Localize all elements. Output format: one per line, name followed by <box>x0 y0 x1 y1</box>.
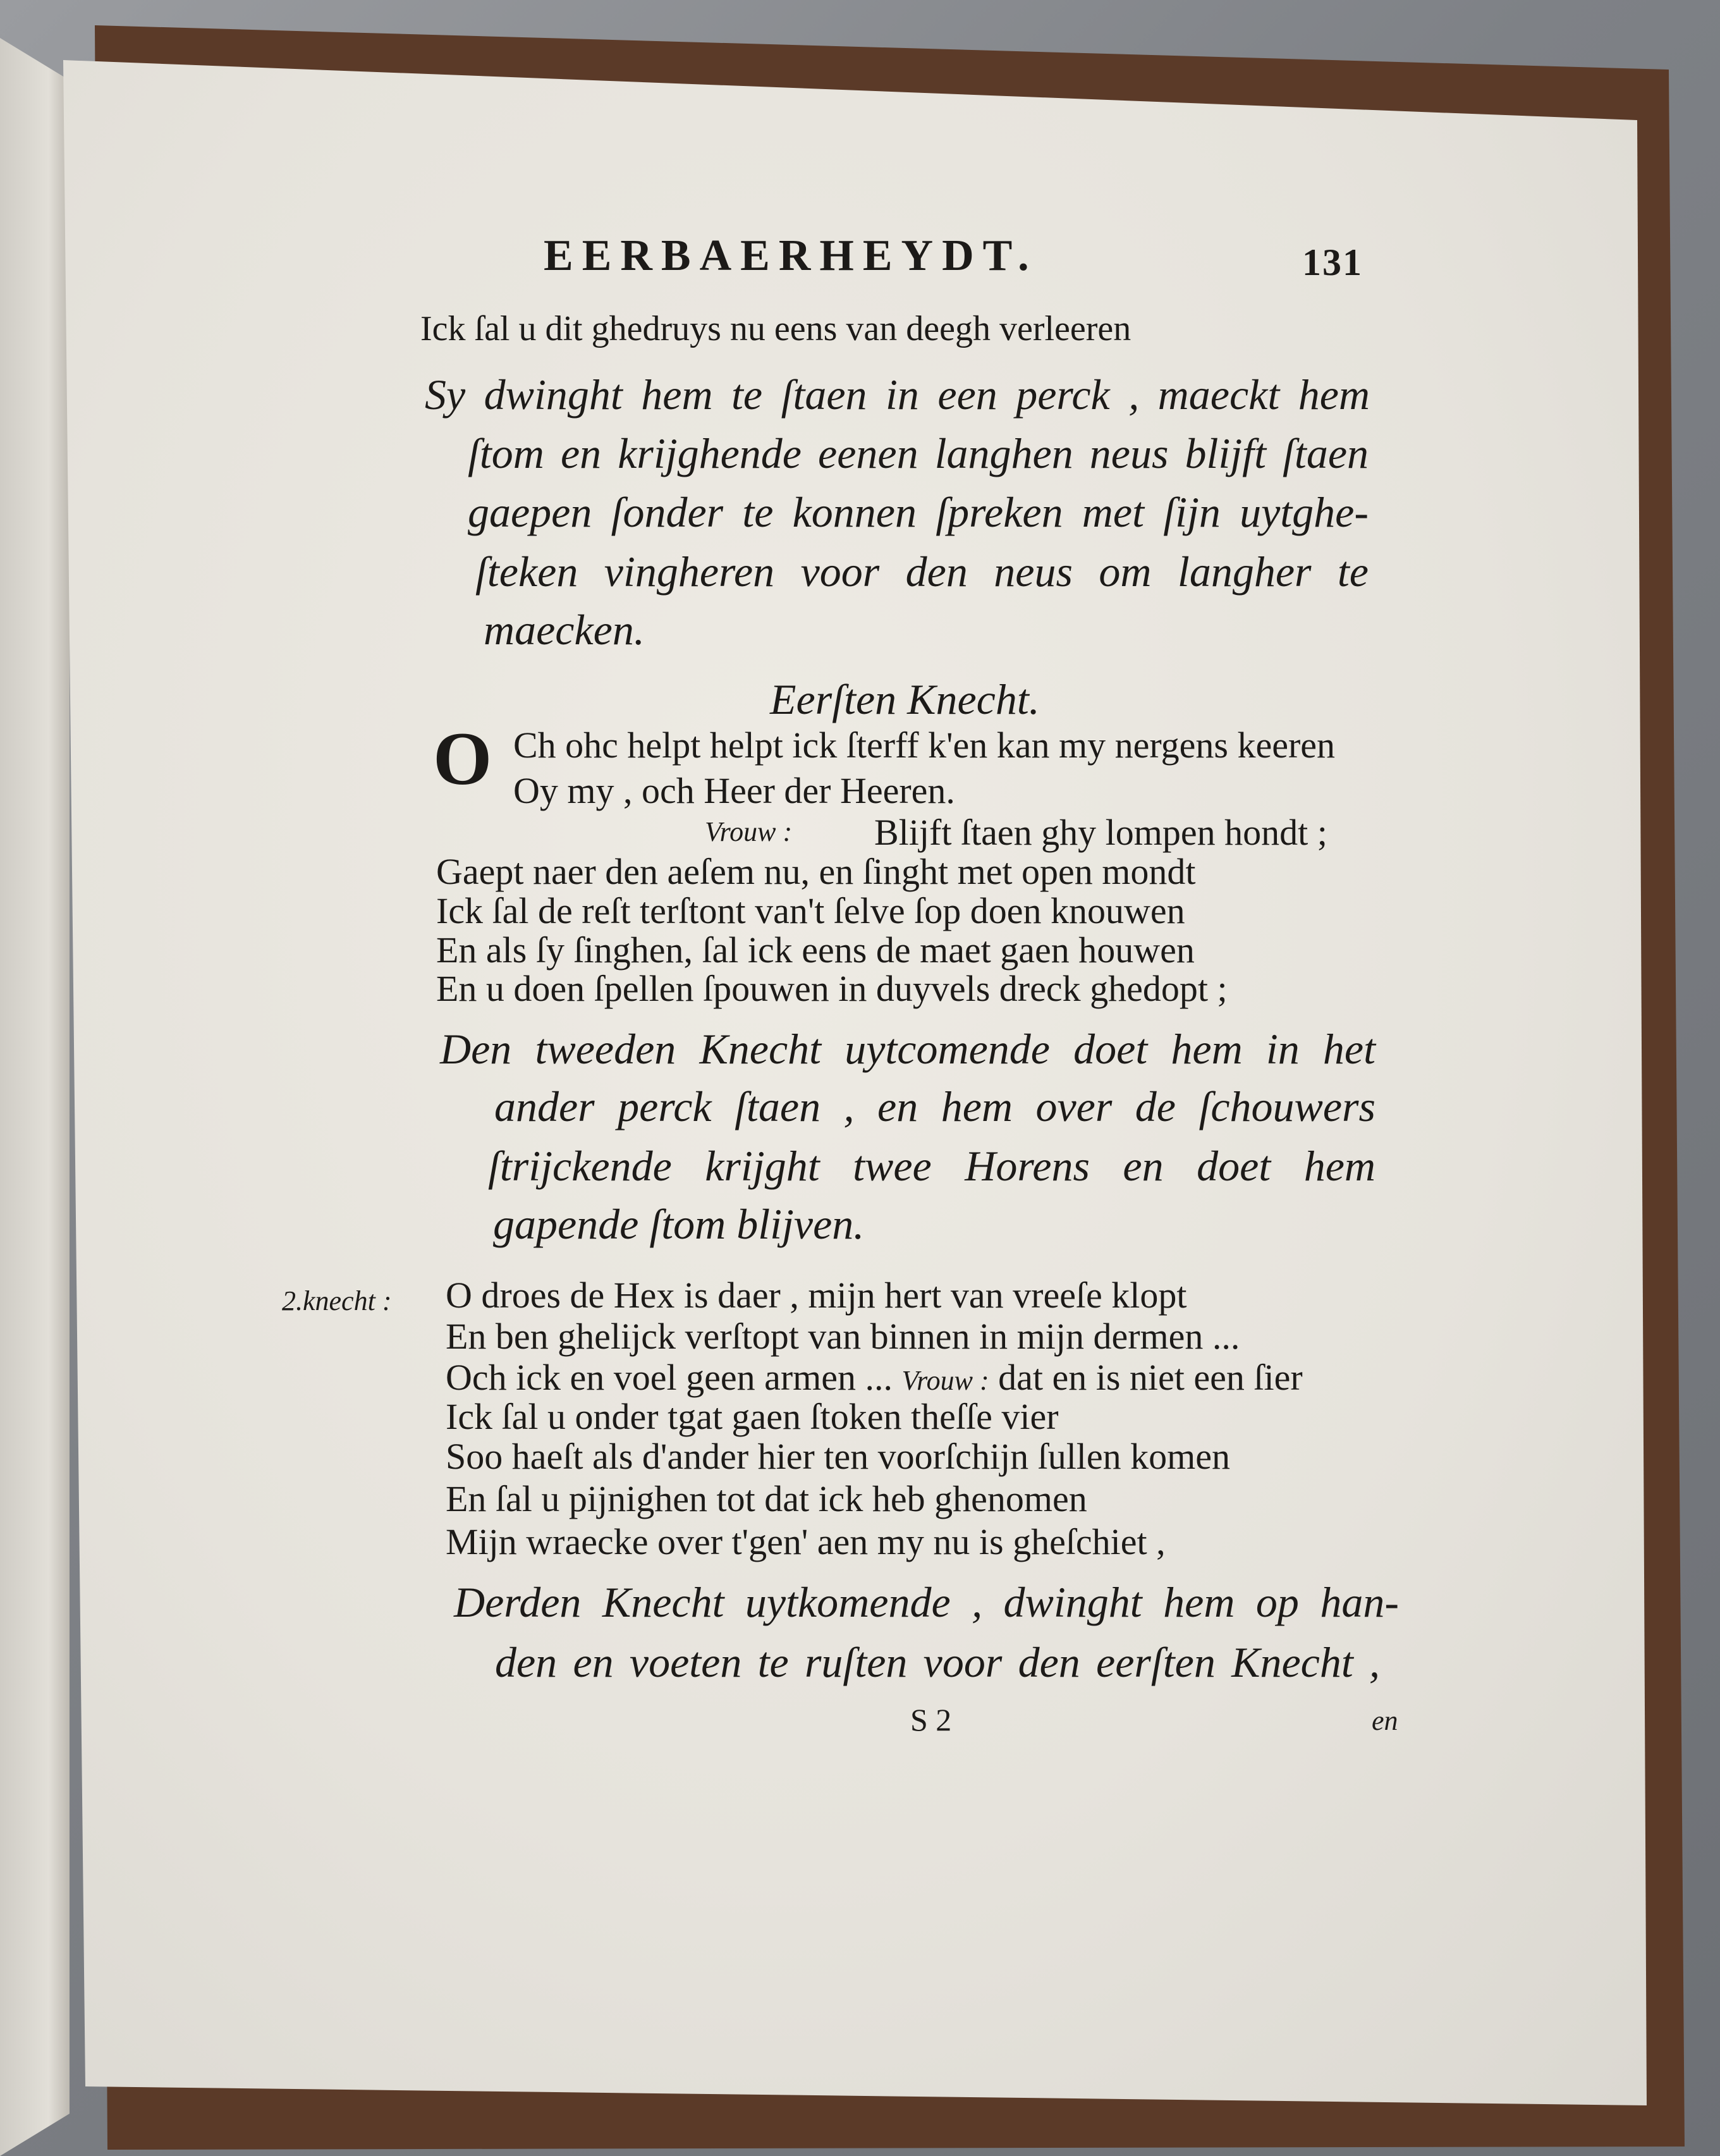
verse-line: Ick ſal de reſt terſtont van't ſelve ſop doen knouwen <box>436 890 1185 931</box>
interjection-speaker: Vrouw : <box>901 1365 989 1396</box>
verse-line: Oy my , och Heer der Heeren. <box>513 770 955 811</box>
verse-line-with-interjection <box>446 1359 1303 1396</box>
verse-line: Blijft ſtaen ghy lompen hondt ; <box>874 812 1327 853</box>
running-title: EERBAERHEYDT. <box>544 231 1038 280</box>
stage-direction-line: den en voeten te ruſten voor den eerſten Knecht , <box>495 1638 1380 1686</box>
verse-line: En als ſy ſinghen, ſal ick eens de maet gaen houwen <box>436 929 1195 971</box>
stage-direction-line: ander perck ſtaen , en hem over de ſchouwers <box>494 1082 1375 1130</box>
verse-line: En ſal u pijnighen tot dat ick heb ghenomen <box>446 1478 1087 1519</box>
top-line: Ick ſal u dit ghedruys nu eens van deegh verleeren <box>420 309 1131 348</box>
verse-line: Ch ohc helpt helpt ick ſterff k'en kan my nergens keeren <box>513 725 1336 766</box>
stage-direction-line: Derden Knecht uytkomende , dwinght hem op han- <box>454 1578 1399 1626</box>
stage-direction-line: maecken. <box>484 606 645 654</box>
verse-line: Ick ſal u onder tgat gaen ſtoken theſſe vier <box>446 1396 1059 1437</box>
drop-cap: O <box>433 716 492 800</box>
verse-line: En u doen ſpellen ſpouwen in duyvels dreck ghedopt ; <box>436 968 1228 1009</box>
catchword: en <box>1372 1705 1398 1736</box>
page-number: 131 <box>1302 242 1363 283</box>
verse-text: Och ick en voel geen armen ... <box>446 1357 893 1398</box>
verse-line: O droes de Hex is daer , mijn hert van vreeſe klopt <box>446 1275 1187 1316</box>
verse-line: Soo haeſt als d'ander hier ten voorſchijn ſullen komen <box>446 1436 1231 1477</box>
stage-direction-line: Den tweeden Knecht uytcomende doet hem in het <box>440 1025 1375 1073</box>
speaker-label: 2.knecht : <box>282 1285 392 1316</box>
speaker-heading: Eerſten Knecht. <box>770 675 1040 723</box>
verse-line: Mijn wraecke over t'gen' aen my nu is gheſchiet , <box>446 1521 1166 1562</box>
verse-line: En ben ghelijck verſtopt van binnen in mijn dermen ... <box>446 1316 1240 1357</box>
stage-direction-line: gaepen ſonder te konnen ſpreken met ſijn uytghe- <box>468 488 1369 536</box>
interjection-text: dat en is niet een ſier <box>998 1357 1303 1398</box>
stage-direction-line: ſtom en krijghende eenen langhen neus blijft ſtaen <box>468 429 1369 477</box>
left-page-edge <box>0 38 70 2156</box>
stage-direction-line: Sy dwinght hem te ſtaen in een perck , maeckt hem <box>425 371 1370 419</box>
speaker-label: Vrouw : <box>705 816 793 847</box>
stage-direction-line: ſtrijckende krijght twee Horens en doet hem <box>488 1142 1375 1190</box>
stage-direction-line: gapende ſtom blijven. <box>493 1200 865 1248</box>
verse-line: Gaept naer den aeſem nu, en ſinght met open mondt <box>436 851 1196 892</box>
signature-mark: S 2 <box>910 1702 952 1737</box>
stage-direction-line: ſteken vingheren voor den neus om langher te <box>475 548 1369 596</box>
